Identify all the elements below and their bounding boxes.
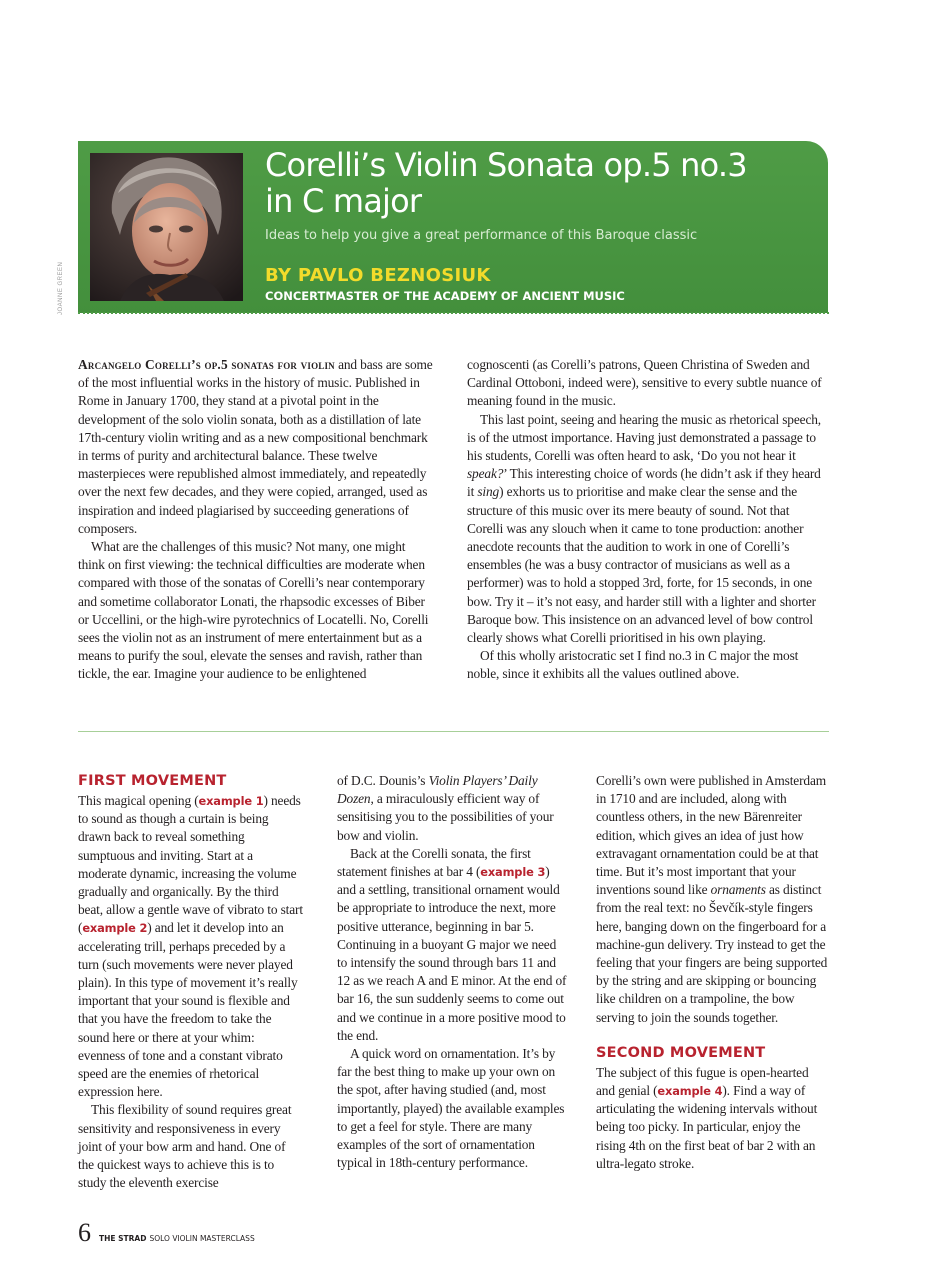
fm-paragraph-2 (78, 1101, 304, 1192)
intro-paragraph-1 (78, 356, 434, 538)
intro-p3-em2: sing (477, 484, 500, 500)
intro-paragraph-4: Of this wholly aristocratic set I find no.3 in C major the most noble, since it exhibits all the values outlined above. (467, 648, 799, 682)
fm-paragraph-4-cont (596, 772, 830, 1027)
page-footer (78, 1218, 255, 1248)
sm-paragraph-1 (596, 1064, 830, 1173)
section-divider (78, 731, 829, 732)
intro-paragraph-3 (467, 411, 823, 648)
fm-p1-c: ) and let it develop into an accelerating trill, perhaps preceded by a turn (such movements were never played plain). In this type of movement it’s really important that your sound is flexible and that you have the freedom to take the sound here or there at your whim: evenness of tone and a constant vibrato speed are the enemies of rhetorical expression here. (78, 920, 298, 1100)
example-1-link[interactable]: example 1 (198, 794, 264, 808)
intro-lead: Arcangelo Corelli’s op.5 sonatas for violin (78, 357, 335, 372)
article-subtitle: Ideas to help you give a great performance of this Baroque classic (265, 228, 698, 243)
magazine-name: THE STRAD (99, 1234, 147, 1243)
page-number: 6 (78, 1218, 91, 1247)
banner-dotted-rule (78, 312, 829, 314)
fm-paragraph-4 (337, 1045, 569, 1172)
fm-p1-b: ) needs to sound as though a curtain is being drawn back to reveal something sumptuous and inviting. Start at a moderate dynamic, increasing the volume gradually and organically. By the third beat, allow a gentle wave of vibrato to start ( (78, 793, 303, 936)
intro-p2-text-b: cognoscenti (as Corelli’s patrons, Queen Christina of Sweden and Cardinal Ottoboni, indeed were), sensitive to every subtle nuance of meaning found in the music. (467, 357, 822, 409)
title-line-1: Corelli’s Violin Sonata op.5 no.3 (265, 146, 747, 184)
intro-p2-text-a: What are the challenges of this music? Not many, one might think on first viewing: the technical difficulties are moderate when compared with those of the sonatas of Corelli’s near contemporary and sometime collaborator Lonati, the rhapsodic excesses of Biber or Uccellini, or the high-wire pyrotechnics of Locatelli. No, Corelli sees the violin not as an instrument of mere entertainment but as a means to purify the soul, elevate the senses and ravish, rather than tickle, the ear. Imagine your audience to be enlightened (78, 539, 429, 682)
article-title (265, 147, 825, 219)
author-portrait-icon (90, 153, 243, 301)
fm-p4-b: as distinct from the real text: no Ševčík-style fingers here, banging down on the fingerboard for a machine-gun delivery. Try instead to get the feeling that your fingers are being supported by the string and are skipping or bouncing like children on a trampoline, the bow serving to join the sounds together. (596, 882, 828, 1025)
intro-p3-b: ’ This interesting choice of words (he didn’t ask if they heard it (467, 466, 821, 500)
fm-p4-a-part2: Corelli’s own were published in Amsterdam in 1710 and are included, along with countless others, in the new Bärenreiter edition, which gives an idea of just how extravagant ornamentation could be at that time. But it’s most important that your inventions sound like (596, 773, 827, 898)
fm-p2-em: Violin Players’ Daily Dozen (337, 773, 538, 807)
intro-p3-a: This last point, seeing and hearing the music as rhetorical speech, is of the utmost importance. Having just demonstrated a passage to his students, Corelli was often heard to ask, ‘Do you not hear it (467, 411, 821, 464)
example-2-link[interactable]: example 2 (82, 921, 148, 936)
fm-p2-a-part1: This flexibility of sound requires great sensitivity and responsiveness in every joint of your bow arm and hand. One of the quickest ways to achieve this is to study the eleventh exercise (78, 1102, 292, 1191)
body-column-1 (78, 772, 304, 1192)
intro-p3-em1: speak? (467, 466, 504, 482)
author-role: CONCERTMASTER OF THE ACADEMY OF ANCIENT MUSIC (265, 289, 625, 303)
author-byline: BY PAVLO BEZNOSIUK (265, 265, 491, 286)
fm-paragraph-3 (337, 845, 569, 1045)
title-line-2: in C major (265, 182, 422, 220)
fm-paragraph-1 (78, 792, 304, 1101)
sm-p1-a: The subject of this fugue is open-hearted and genial ( (596, 1064, 809, 1099)
sm-p1-b: ). Find a way of articulating the widening intervals without being too picky. In particular, enjoy the rising 4th on the first beat of bar 2 with an ultra-legato stroke. (596, 1083, 818, 1171)
fm-p4-a-part1: A quick word on ornamentation. It’s by far the best thing to make up your own on the spot, after having studied (and, most importantly, played) the available examples to get a feel for style. There are many examples of the sort of ornamentation typical in 18th-century performance. (337, 1046, 565, 1171)
second-movement-heading: SECOND MOVEMENT (596, 1044, 766, 1061)
fm-p2-a-part2: of D.C. Dounis’s (337, 773, 429, 788)
fm-p2-b: , a miraculously efficient way of sensitising you to the possibilities of your bow and violin. (337, 791, 554, 843)
intro-p1-text: and bass are some of the most influential works in the history of music. Published in Rome in January 1700, they stand at a pivotal point in the development of the solo violin sonata, both as a distillation of late 17th-century violin writing and as a new compositional benchmark in terms of purity and architectural balance. These twelve masterpieces were republished almost immediately, and repeatedly over the next few decades, and they were copied, arranged, used as inspiration and indeed plagiarised by succeeding generations of composers. (78, 357, 433, 536)
fm-p1-a: This magical opening ( (78, 793, 199, 808)
example-4-link[interactable]: example 4 (657, 1084, 723, 1099)
section-name: SOLO VIOLIN MASTERCLASS (149, 1234, 255, 1243)
fm-p4-em: ornaments (710, 882, 766, 898)
body-column-3 (596, 772, 830, 1173)
example-3-link[interactable]: example 3 (480, 865, 546, 880)
author-photo (90, 153, 243, 301)
intro-paragraph-2 (78, 538, 434, 684)
intro-column-right (467, 356, 823, 684)
fm-paragraph-2-cont (337, 772, 569, 845)
intro-paragraph-2-cont (467, 356, 823, 411)
intro-p3-c: ) exhorts us to prioritise and make clear the sense and the structure of this music over its mere beauty of sound. Not that Corelli was any slouch when it came to tone production: another anecdote recounts that the audition to work in one of Corelli’s ensembles (he was a busy contractor of musicians as well as a performer) was to hold a stopped 3rd, forte, for 15 seconds, in one bow. Try it – it’s not easy, and harder still with a lighter and shorter Baroque bow. This insistence on an advanced level of bow control clearly shows what Corelli prioritised in his own playing. (467, 484, 816, 646)
intro-column-left (78, 356, 434, 684)
photo-credit: JOANNE GREEN (58, 261, 64, 315)
body-column-2 (337, 772, 569, 1172)
fm-p3-b: ) and a settling, transitional ornament would be appropriate to introduce the next, more positive utterance, beginning in bar 5. Continuing in a buoyant G major we need to intensify the sound through bars 11 and 12 as we reach A and E minor. At the end of bar 16, the sun suddenly seems to come out and we continue in a more positive mood to the end. (337, 864, 567, 1043)
first-movement-heading: FIRST MOVEMENT (78, 773, 227, 789)
fm-p3-a: Back at the Corelli sonata, the first statement finishes at bar 4 ( (337, 845, 531, 880)
